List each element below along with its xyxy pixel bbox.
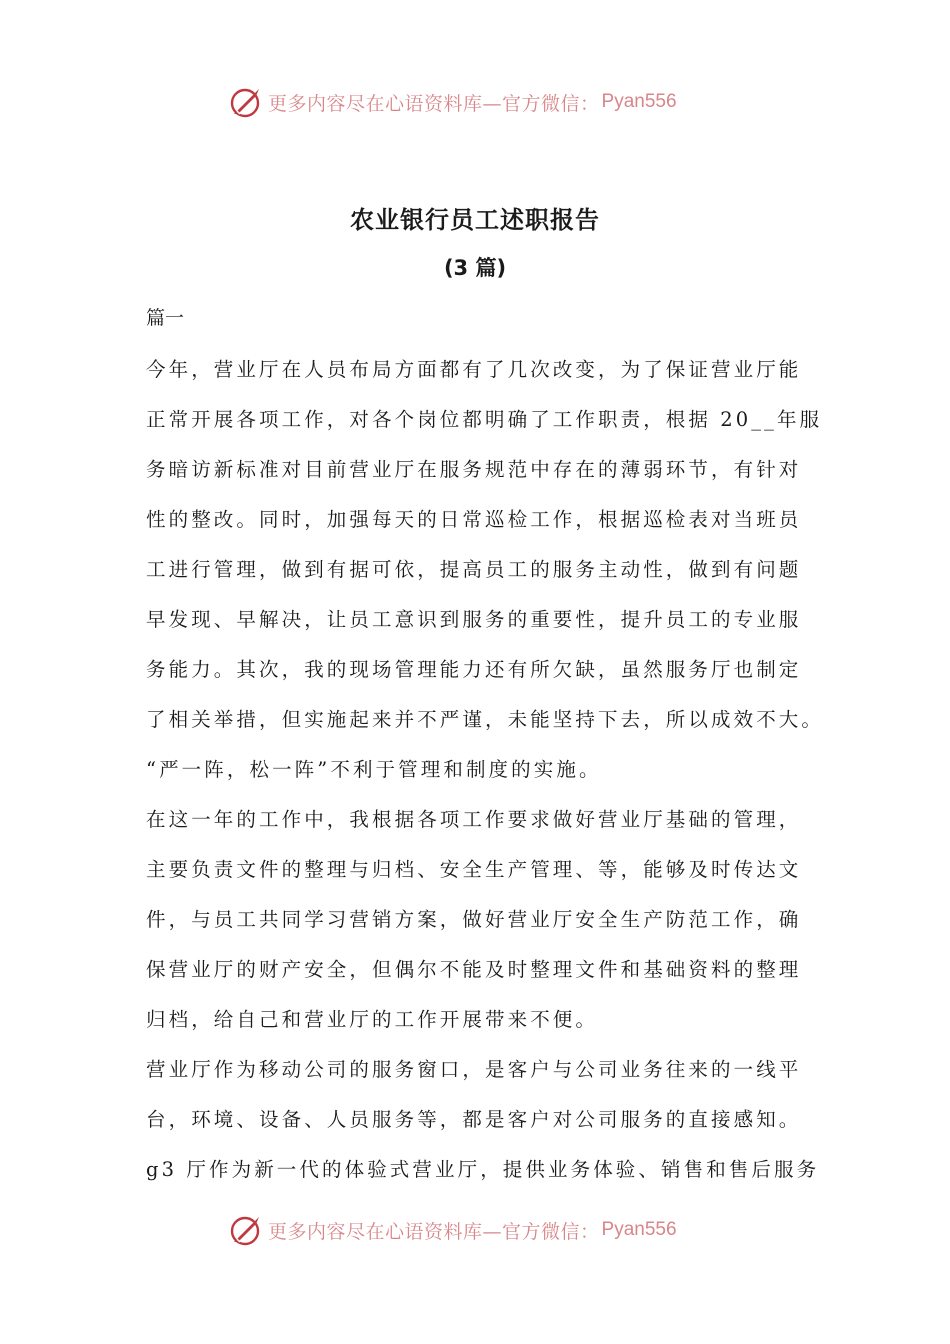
body-line: 归档，给自己和营业厅的工作开展带来不便。 (146, 1008, 599, 1031)
document-subtitle: (3 篇) (443, 256, 507, 280)
header-banner (228, 82, 748, 122)
body-line: 正常开展各项工作，对各个岗位都明确了工作职责，根据 20__年服 (146, 408, 823, 431)
body-line: 件，与员工共同学习营销方案，做好营业厅安全生产防范工作，确 (146, 908, 802, 931)
body-line: 早发现、早解决，让员工意识到服务的重要性，提升员工的专业服 (146, 608, 802, 631)
section-label: 篇一 (146, 307, 185, 329)
footer-banner-text: 更多内容尽在心语资料库—官方微信： (268, 1220, 600, 1243)
footer-banner (228, 1210, 748, 1250)
header-banner-text: 更多内容尽在心语资料库—官方微信： (268, 92, 600, 115)
body-line: 保营业厅的财产安全，但偶尔不能及时整理文件和基础资料的整理 (146, 958, 802, 981)
body-line: 营业厅作为移动公司的服务窗口，是客户与公司业务往来的一线平 (146, 1058, 802, 1081)
header-wechat-id: Pyan556 (601, 91, 677, 112)
pen-logo-icon (228, 84, 264, 120)
document-title: 农业银行员工述职报告 (350, 206, 600, 234)
body-line: 今年，营业厅在人员布局方面都有了几次改变，为了保证营业厅能 (146, 358, 802, 381)
footer-wechat-id: Pyan556 (601, 1219, 677, 1240)
body-line: 务能力。其次，我的现场管理能力还有所欠缺，虽然服务厅也制定 (146, 658, 802, 681)
body-line: “严一阵，松一阵”不利于管理和制度的实施。 (146, 758, 602, 781)
body-line: 在这一年的工作中，我根据各项工作要求做好营业厅基础的管理， (146, 808, 802, 831)
body-line: 了相关举措，但实施起来并不严谨，未能坚持下去，所以成效不大。 (146, 708, 825, 731)
body-line: 工进行管理，做到有据可依，提高员工的服务主动性，做到有问题 (146, 558, 802, 581)
body-line: g3 厅作为新一代的体验式营业厅，提供业务体验、销售和售后服务 (146, 1158, 820, 1181)
pen-logo-icon (228, 1212, 264, 1248)
body-line: 务暗访新标准对目前营业厅在服务规范中存在的薄弱环节，有针对 (146, 458, 802, 481)
body-line: 主要负责文件的整理与归档、安全生产管理、等，能够及时传达文 (146, 858, 802, 881)
body-line: 台，环境、设备、人员服务等，都是客户对公司服务的直接感知。 (146, 1108, 802, 1131)
document-body (146, 345, 846, 1195)
body-line: 性的整改。同时，加强每天的日常巡检工作，根据巡检表对当班员 (146, 508, 802, 531)
